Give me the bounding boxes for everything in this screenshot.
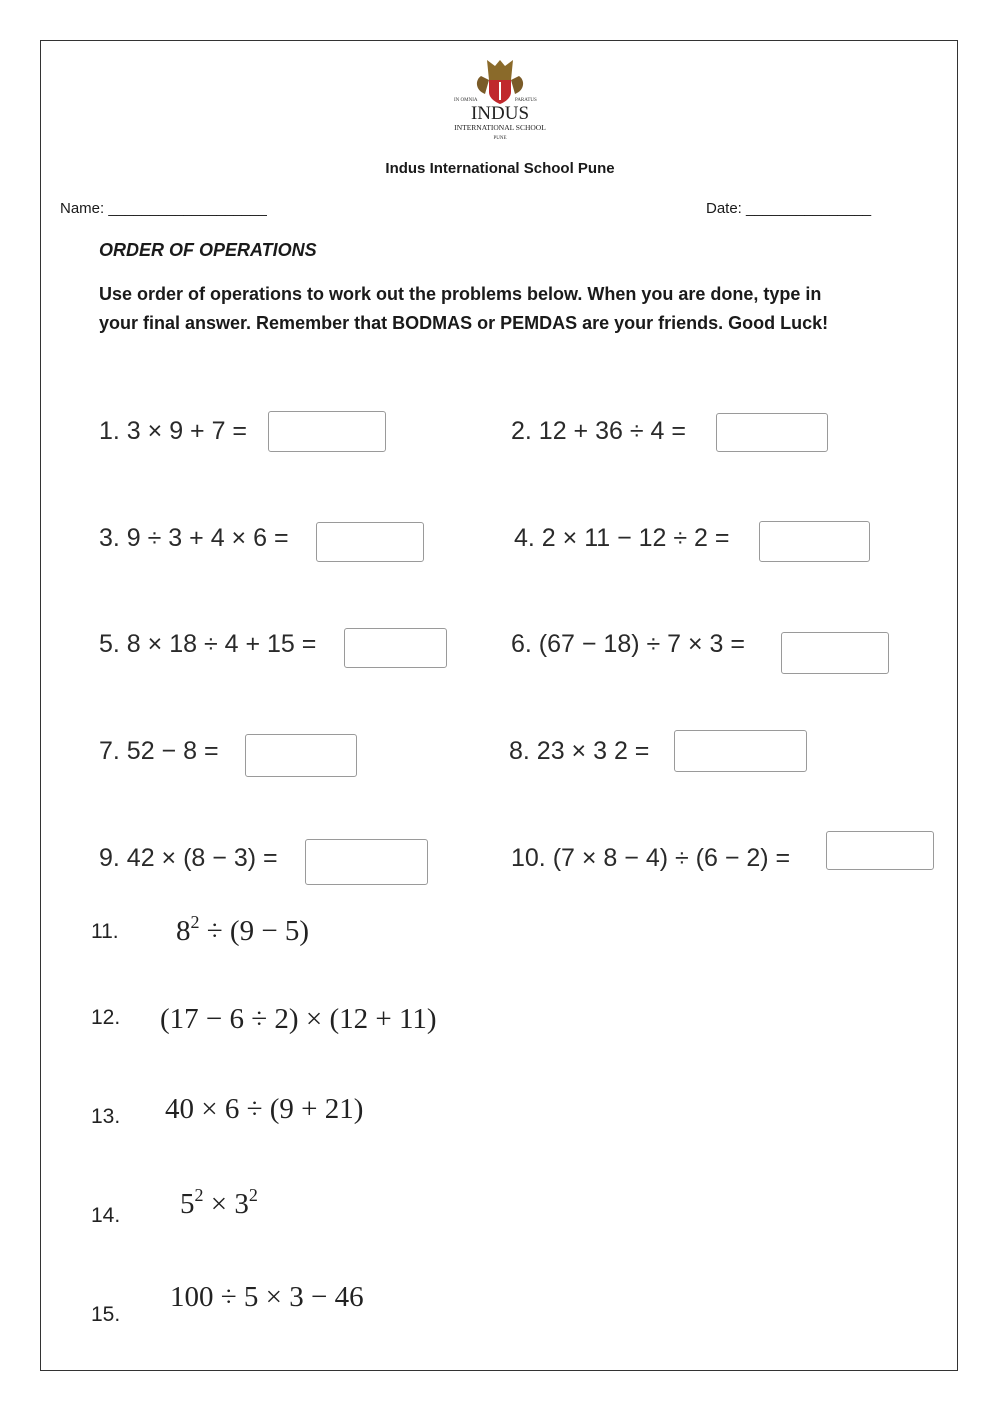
svg-text:INTERNATIONAL SCHOOL: INTERNATIONAL SCHOOL xyxy=(454,123,546,132)
worksheet-heading: ORDER OF OPERATIONS xyxy=(99,240,317,260)
answer-box-7[interactable] xyxy=(245,734,357,777)
problem-10: 10. (7 × 8 − 4) ÷ (6 − 2) = xyxy=(511,844,791,872)
problem-13-number: 13. xyxy=(91,1105,121,1128)
problem-12-number: 12. xyxy=(91,1006,121,1029)
problem-15-expression: 100 ÷ 5 × 3 − 46 xyxy=(170,1281,364,1313)
answer-box-3[interactable] xyxy=(316,522,424,562)
school-logo xyxy=(445,56,555,144)
problem-9: 9. 42 × (8 − 3) = xyxy=(99,844,278,872)
school-crest-icon xyxy=(445,56,555,144)
svg-text:IN OMNIA: IN OMNIA xyxy=(454,98,478,103)
problem-2: 2. 12 + 36 ÷ 4 = xyxy=(511,417,686,445)
svg-text:PUNE: PUNE xyxy=(493,136,507,141)
problem-13-expression: 40 × 6 ÷ (9 + 21) xyxy=(165,1093,364,1125)
answer-box-5[interactable] xyxy=(344,628,447,668)
worksheet-instructions: Use order of operations to work out the problems below. When you are done, type in your final answer. Remember that BODMAS or PEMDAS are your friends. Good Luck! xyxy=(99,284,829,333)
problem-14-number: 14. xyxy=(91,1204,121,1227)
problem-14-expression: $5^2 \times 3^2$ xyxy=(180,1185,258,1220)
svg-text:INDUS: INDUS xyxy=(470,103,530,124)
answer-box-1[interactable] xyxy=(268,411,386,452)
problem-8: 8. 23 × 3 2 = xyxy=(509,737,650,765)
problem-6: 6. (67 − 18) ÷ 7 × 3 = xyxy=(511,630,746,658)
problem-11-number: 11. xyxy=(91,920,119,943)
answer-box-8[interactable] xyxy=(674,730,807,772)
school-title: Indus International School Pune xyxy=(385,160,615,177)
answer-box-6[interactable] xyxy=(781,632,889,674)
problem-15-number: 15. xyxy=(91,1303,121,1326)
name-field[interactable]: Name: ___________________ xyxy=(60,200,267,217)
problem-1: 1. 3 × 9 + 7 = xyxy=(99,417,248,445)
problem-11-expression: $8^2 \div (9 - 5)$ xyxy=(176,912,310,947)
answer-box-4[interactable] xyxy=(759,521,870,562)
problem-5: 5. 8 × 18 ÷ 4 + 15 = xyxy=(99,630,317,658)
problem-7: 7. 52 − 8 = xyxy=(99,737,219,765)
answer-box-10[interactable] xyxy=(826,831,934,870)
answer-box-2[interactable] xyxy=(716,413,828,452)
answer-box-9[interactable] xyxy=(305,839,428,885)
svg-text:PARATUS: PARATUS xyxy=(515,98,537,103)
problem-4: 4. 2 × 11 − 12 ÷ 2 = xyxy=(514,524,730,552)
problem-3: 3. 9 ÷ 3 + 4 × 6 = xyxy=(99,524,289,552)
date-field[interactable]: Date: _______________ xyxy=(706,200,872,217)
problem-12-expression: (17 − 6 ÷ 2) × (12 + 11) xyxy=(160,1003,437,1035)
